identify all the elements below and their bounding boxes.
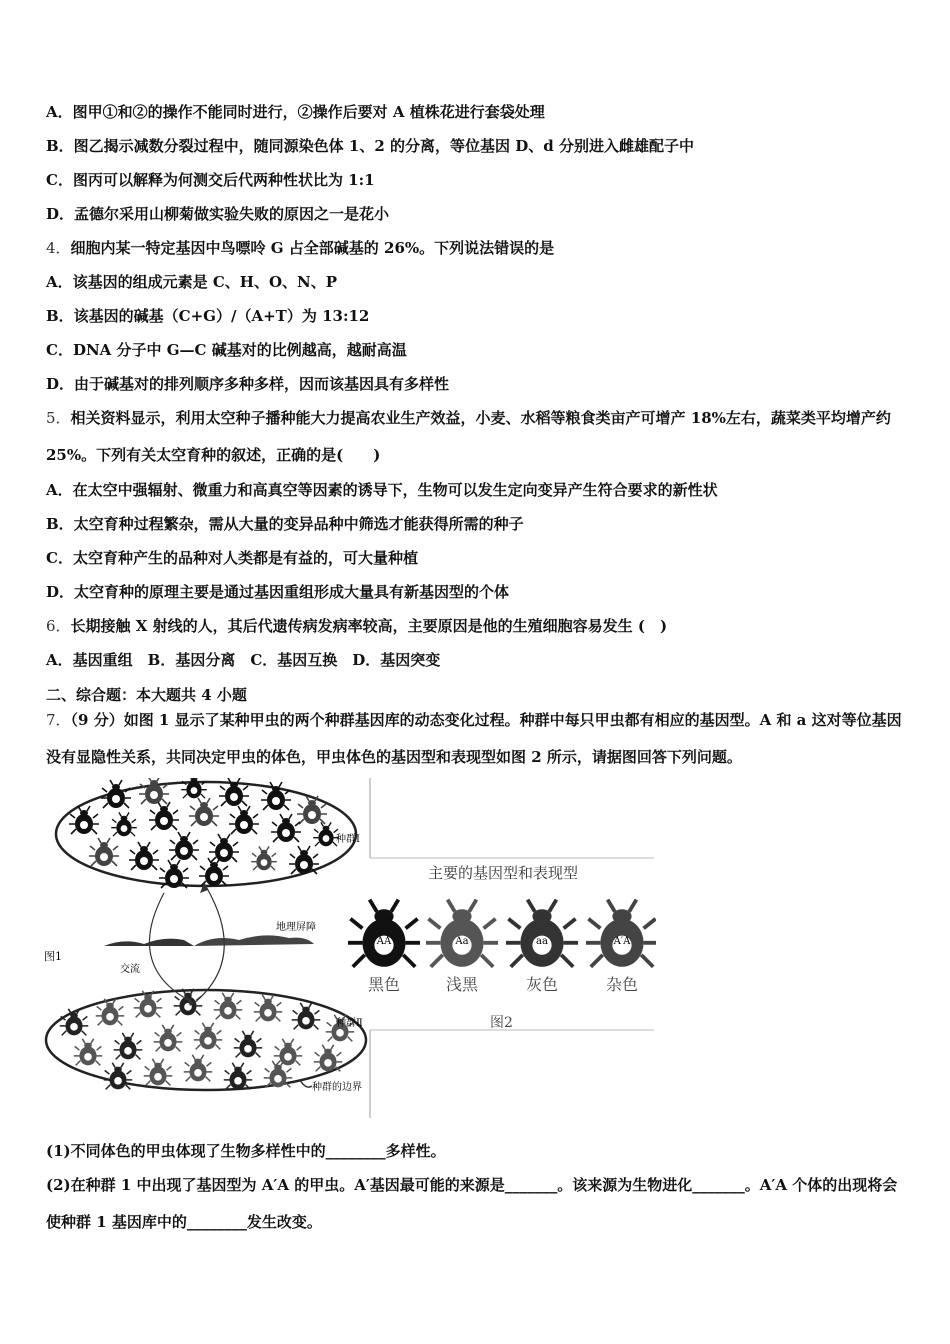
beetle-icon bbox=[60, 1009, 89, 1036]
phenotype-label: 浅黑 bbox=[445, 975, 479, 994]
beetle-icon bbox=[214, 993, 243, 1020]
beetle-icon bbox=[348, 900, 420, 967]
phenotype-label: 杂色 bbox=[605, 975, 639, 994]
q4-stem bbox=[46, 238, 554, 258]
beetle-icon bbox=[74, 1039, 103, 1066]
q5-option-c: C．太空育种产生的品种对人类都是有益的，可大量种植 bbox=[46, 549, 418, 567]
figure-1-label: 图1 bbox=[44, 950, 62, 963]
beetle-icon bbox=[234, 1031, 263, 1058]
phenotype-label: 黑色 bbox=[367, 975, 401, 994]
q6-options: A．基因重组 B．基因分离 C．基因互换 D．基因突变 bbox=[46, 651, 441, 669]
boundary-label: 种群的边界 bbox=[312, 1082, 362, 1093]
beetle-icon bbox=[194, 1023, 223, 1050]
q5-option-a: A．在太空中强辐射、微重力和高真空等因素的诱导下，生物可以发生定向变异产生符合要求的新性状 bbox=[46, 481, 718, 499]
beetle-icon bbox=[313, 822, 339, 846]
beetle-icon bbox=[209, 834, 239, 862]
q4-stem-text: 细胞内某一特定基因中鸟嘌呤 G 占全部碱基的 26%。下列说法错误的是 bbox=[70, 239, 555, 257]
beetle-icon bbox=[199, 858, 229, 886]
beetle-icon bbox=[111, 812, 137, 836]
q7-number: 7． bbox=[46, 711, 71, 729]
beetle-icon bbox=[101, 780, 131, 808]
beetle-icon bbox=[129, 842, 159, 870]
beetle-icon bbox=[144, 1059, 173, 1086]
beetle-icon bbox=[271, 814, 301, 842]
figure-1-2 bbox=[44, 778, 656, 1118]
beetle-icon bbox=[426, 900, 498, 967]
figure-2-title: 主要的基因型和表现型 bbox=[428, 864, 579, 882]
q5-option-d: D．太空育种的原理主要是通过基因重组形成大量具有新基因型的个体 bbox=[46, 583, 510, 601]
beetle-icon bbox=[169, 832, 199, 860]
q3-option-c: C．图丙可以解释为何测交后代两种性状比为 1:1 bbox=[46, 171, 375, 189]
section-heading: 二、综合题：本大题共 4 小题 bbox=[46, 686, 247, 704]
beetle-icon bbox=[89, 838, 119, 866]
genotype-label: AA bbox=[376, 936, 392, 947]
q4-number: 4． bbox=[46, 239, 71, 257]
beetle-icon bbox=[139, 778, 169, 804]
population-1-label: 种群Ⅰ bbox=[336, 834, 360, 845]
q7-stem-text: （9 分）如图 1 显示了某种甲虫的两个种群基因库的动态变化过程。种群中每只甲虫都有相应的基因型。A 和 a 这对等位基因没有显隐性关系，共同决定甲虫的体色，甲虫体色的基因型和表现型如图 2 所示，请据图回答下列问题。 bbox=[46, 711, 902, 766]
q7-sub1: (1)不同体色的甲虫体现了生物多样性中的________多样性。 bbox=[46, 1142, 446, 1160]
q6-stem bbox=[46, 616, 667, 636]
population-2-beetles bbox=[60, 989, 355, 1090]
barrier-label: 地理屏障 bbox=[276, 922, 316, 933]
q3-option-a: A．图甲①和②的操作不能同时进行，②操作后要对 A 植株花进行套袋处理 bbox=[46, 103, 545, 121]
exchange-label: 交流 bbox=[120, 964, 140, 975]
q5-stem-text: 相关资料显示，利用太空种子播种能大力提高农业生产效益，小麦、水稻等粮食类亩产可增产 18%左右，蔬菜类平均增产约 25%。下列有关太空育种的叙述，正确的是( ) bbox=[46, 409, 891, 464]
population-2-label: 种群Ⅱ bbox=[336, 1018, 363, 1029]
beetle-icon bbox=[229, 806, 259, 834]
phenotype-label: 灰色 bbox=[525, 975, 559, 994]
q6-number: 6． bbox=[46, 617, 71, 635]
beetle-icon bbox=[149, 802, 179, 830]
beetle-icon bbox=[506, 900, 578, 967]
beetle-icon bbox=[184, 1055, 213, 1082]
q4-option-a: A．该基因的组成元素是 C、H、O、N、P bbox=[46, 273, 338, 291]
beetle-icon bbox=[154, 1025, 183, 1052]
figure-container bbox=[44, 778, 656, 1118]
exchange-arrowhead-up bbox=[200, 883, 208, 893]
q4-option-b: B．该基因的碱基（C+G）/（A+T）为 13:12 bbox=[46, 307, 370, 325]
genotype-label: aa bbox=[536, 936, 548, 947]
q5-stem bbox=[46, 400, 908, 474]
q5-option-b: B．太空育种过程繁杂，需从大量的变异品种中筛选才能获得所需的种子 bbox=[46, 515, 524, 533]
beetle-icon bbox=[292, 1003, 321, 1030]
q5-number: 5． bbox=[46, 409, 71, 427]
exchange-arrow-down bbox=[149, 893, 194, 1003]
beetle-icon bbox=[114, 1033, 143, 1060]
beetle-icon bbox=[224, 1063, 253, 1090]
q3-option-b: B．图乙揭示减数分裂过程中，随同源染色体 1、2 的分离，等位基因 D、d 分别进入雌雄配子中 bbox=[46, 137, 694, 155]
beetle-icon bbox=[251, 846, 277, 870]
figure-2-label: 图2 bbox=[490, 1015, 513, 1031]
beetle-icon bbox=[254, 995, 283, 1022]
figure-2-beetles bbox=[348, 900, 656, 994]
genotype-label: A′A bbox=[613, 936, 631, 947]
beetle-icon bbox=[189, 798, 219, 826]
population-1-beetles bbox=[69, 778, 339, 888]
q7-stem bbox=[46, 702, 908, 776]
q6-stem-text: 长期接触 X 射线的人，其后代遗传病发病率较高，主要原因是他的生殖细胞容易发生 ( ) bbox=[70, 617, 668, 635]
beetle-icon bbox=[104, 1063, 133, 1090]
genotype-label: Aa bbox=[455, 936, 469, 947]
beetle-icon bbox=[586, 900, 656, 967]
q3-option-d: D．孟德尔采用山柳菊做实验失败的原因之一是花小 bbox=[46, 205, 390, 223]
q4-option-c: C．DNA 分子中 G—C 碱基对的比例越高，越耐高温 bbox=[46, 341, 407, 359]
q4-option-d: D．由于碱基对的排列顺序多种多样，因而该基因具有多样性 bbox=[46, 375, 450, 393]
beetle-icon bbox=[274, 1039, 303, 1066]
barrier-shape-right bbox=[194, 935, 314, 946]
q7-sub2: (2)在种群 1 中出现了基因型为 A′A 的甲虫。A′基因最可能的来源是_______。该来源为生物进化_______。A′A 个体的出现将会使种群 1 基因库中的________发生改变。 bbox=[46, 1176, 898, 1231]
